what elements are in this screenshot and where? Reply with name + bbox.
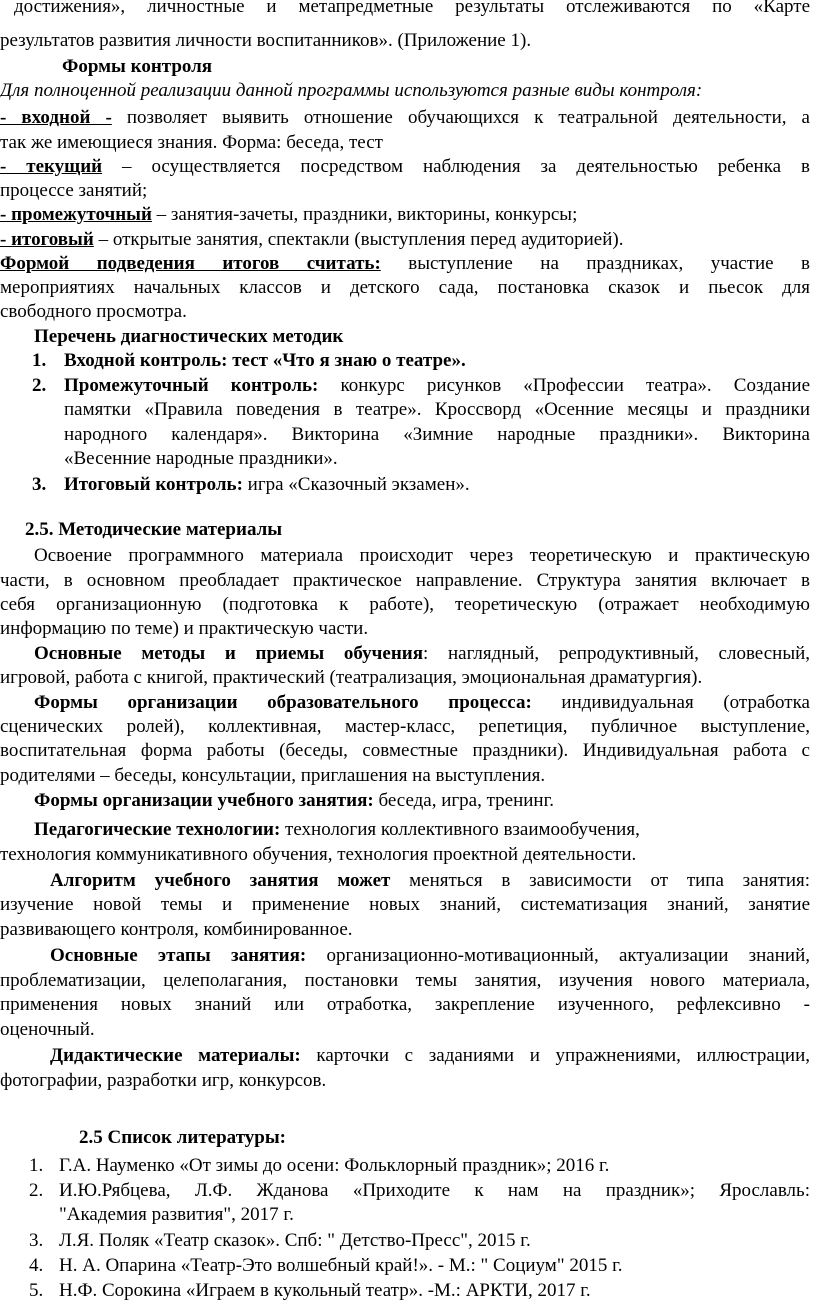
methods-p5-line-2: технология коммуникативного обучения, технология проектной деятельности. [0,844,637,865]
methods-p5-line-1: Педагогические технологии: технология коллективного взаимообучения, [34,819,640,840]
diagnostics-item-3-number: 3. [32,474,47,495]
literature-item-5: Н.Ф. Сорокина «Играем в кукольный театр». -М.: АРКТИ, 2017 г. [59,1280,591,1301]
literature-item-3-number: 3. [29,1230,44,1251]
literature-item-3: Л.Я. Поляк «Театр сказок». Спб: " Детство-Пресс", 2015 г. [59,1230,531,1251]
methods-p2-line-2: игровой, работа с книгой, практический (театрализация, эмоциональная драматургия). [0,667,703,688]
control-final-term: - итоговый [0,229,94,250]
diagnostics-item-1: Входной контроль: тест «Что я знаю о театре». [64,350,466,371]
literature-item-2-line-2: "Академия развития", 2017 г. [59,1204,294,1225]
methods-p7-line-3: применения новых знаний или отработка, закрепление изученного, рефлексивно - [0,994,810,1015]
literature-item-2-line-1: И.Ю.Рябцева, Л.Ф. Жданова «Приходите к нам на праздник»; Ярославль: [59,1180,810,1201]
literature-heading: 2.5 Список литературы: [79,1127,287,1148]
methods-p7-line-4: оценочный. [0,1019,95,1040]
literature-item-1: Г.А. Науменко «От зимы до осени: Фольклорный праздник»; 2016 г. [59,1155,610,1176]
literature-item-4: Н. А. Опарина «Театр-Это волшебный край!». - М.: " Социум" 2015 г. [59,1255,623,1276]
control-intermediate: - промежуточный – занятия-зачеты, праздники, викторины, конкурсы; [0,204,578,225]
intro-line-1: достижения», личностные и метапредметные результаты отслеживаются по «Карте [14,0,810,17]
diagnostics-item-2-line-1: Промежуточный контроль: конкурс рисунков «Профессии театра». Создание [64,375,811,396]
methods-p6-line-3: развивающего контроля, комбинированное. [0,919,353,940]
control-current-term: - текущий [0,156,103,177]
methods-p1-line-3: себя организационную (подготовка к работе), теоретическую (отражает необходимую [0,594,810,615]
methods-p4: Формы организации учебного занятия: беседа, игра, тренинг. [34,790,554,811]
control-summary-line-1: Формой подведения итогов считать: выступление на праздниках, участие в [0,253,810,274]
diagnostics-heading: Перечень диагностических методик [34,326,344,347]
diagnostics-item-2-line-4: «Весенние народные праздники». [64,448,338,469]
control-current-line-1: - текущий – осуществляется посредством наблюдения за деятельностью ребенка в [0,156,810,177]
intro-line-2: результатов развития личности воспитанников». (Приложение 1). [0,30,532,51]
literature-item-2-number: 2. [29,1180,44,1201]
methods-p2-line-1: Основные методы и приемы обучения: наглядный, репродуктивный, словесный, [34,643,810,664]
methods-p6-line-2: изучение новой темы и применение новых знаний, систематизация знаний, занятие [0,894,810,915]
methods-p3-line-2: сценических ролей), коллективная, мастер-класс, репетиция, публичное выступление, [0,716,810,737]
methods-heading: 2.5. Методические материалы [25,519,283,540]
control-summary-line-2: мероприятиях начальных классов и детского сада, постановка сказок и пьесок для [0,277,810,298]
diagnostics-item-2-line-3: народного календаря». Викторина «Зимние народные праздники». Викторина [64,424,810,445]
control-summary-term: Формой подведения итогов считать: [0,253,381,274]
methods-p7-line-1: Основные этапы занятия: организационно-мотивационный, актуализации знаний, [50,945,810,966]
control-entry-line-1: - входной - позволяет выявить отношение обучающихся к театральной деятельности, а [0,107,810,128]
methods-p6-line-1: Алгоритм учебного занятия может меняться в зависимости от типа занятия: [50,870,811,891]
methods-p3-line-4: родителями – беседы, консультации, приглашения на выступления. [0,765,546,786]
control-italic-line: Для полноценной реализации данной программы используются разные виды контроля: [0,80,703,101]
methods-p3-line-1: Формы организации образовательного процесса: индивидуальная (отработка [34,692,810,713]
control-heading: Формы контроля [62,56,213,77]
control-entry-term: - входной - [0,107,112,128]
methods-p7-line-2: проблематизации, целеполагания, постановки темы занятия, изучения нового материала, [0,970,810,991]
diagnostics-item-2-number: 2. [32,375,47,396]
methods-p8-line-2: фотографии, разработки игр, конкурсов. [0,1070,327,1091]
literature-item-1-number: 1. [29,1155,44,1176]
diagnostics-item-1-number: 1. [32,350,47,371]
methods-p1-line-1: Освоение программного материала происходит через теоретическую и практическую [34,545,810,566]
control-summary-line-3: свободного просмотра. [0,301,187,322]
control-current-line-2: процессе занятий; [0,180,148,201]
control-intermediate-term: - промежуточный [0,204,152,225]
methods-p1-line-4: информацию по теме) и практическую части. [0,618,369,639]
control-entry-line-2: так же имеющиеся знания. Форма: беседа, тест [0,132,383,153]
literature-item-5-number: 5. [29,1280,44,1301]
methods-p3-line-3: воспитательная форма работы (беседы, совместные праздники). Индивидуальная работа с [0,740,810,761]
diagnostics-item-3: Итоговый контроль: игра «Сказочный экзамен». [64,474,470,495]
methods-p8-line-1: Дидактические материалы: карточки с заданиями и упражнениями, иллюстрации, [50,1045,811,1066]
diagnostics-item-2-line-2: памятки «Правила поведения в театре». Кроссворд «Осенние месяцы и праздники [64,399,810,420]
literature-item-4-number: 4. [29,1255,44,1276]
methods-p1-line-2: части, в основном преобладает практическое направление. Структура занятия включает в [0,570,810,591]
control-final: - итоговый – открытые занятия, спектакли (выступления перед аудиторией). [0,229,624,250]
